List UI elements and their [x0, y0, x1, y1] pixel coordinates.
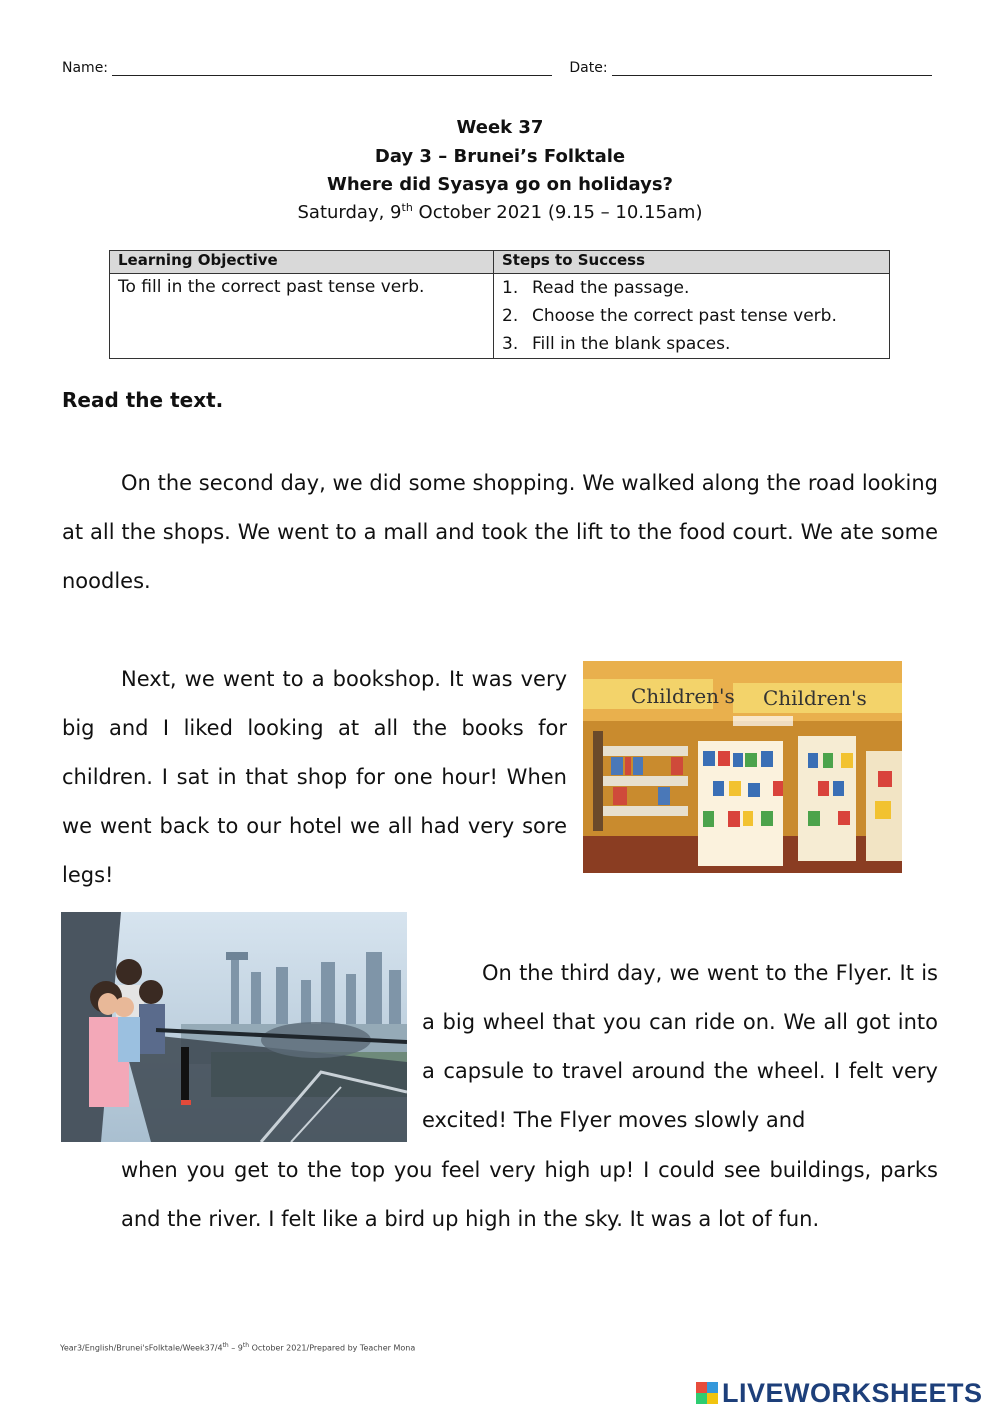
logo-square: [707, 1382, 718, 1393]
week-title: Week 37: [456, 117, 544, 138]
step-item: 3. Fill in the blank spaces.: [502, 334, 731, 354]
day-title: Day 3 – Brunei’s Folktale: [374, 146, 626, 167]
footer-sup-2: th: [242, 1342, 250, 1349]
date-sup: th: [401, 201, 413, 214]
liveworksheets-brand[interactable]: [696, 1378, 983, 1408]
liveworksheets-logo-icon: [696, 1382, 718, 1404]
logo-square: [696, 1382, 707, 1393]
date-prefix: Saturday, 9: [297, 202, 402, 223]
question-title: Where did Syasya go on holidays?: [327, 174, 673, 195]
footer-sup-1: th: [222, 1342, 229, 1349]
paragraph-2: [62, 655, 567, 900]
date-label: Date:: [569, 60, 608, 76]
step-item: 2. Choose the correct past tense verb.: [502, 306, 837, 326]
date-suffix: October 2021 (9.15 – 10.15am): [412, 202, 703, 223]
flyer-photo: [61, 912, 407, 1142]
date-field[interactable]: [612, 60, 932, 76]
brand-name: LIVEWORKSHEETS: [722, 1377, 983, 1408]
sign-right: Children's: [763, 686, 867, 710]
bookshop-photo: [583, 661, 902, 873]
paragraph-3-text-a: On the third day, we went to the Flyer. It is a big wheel that you can ride on. We all got into a capsule to travel around the wheel. I felt very excited! The Flyer moves slowly and: [422, 961, 938, 1132]
paragraph-1-text: On the second day, we did some shopping. We walked along the road looking at all the shops. We went to a mall and took the lift to the food court. We ate some noodles.: [62, 471, 938, 593]
logo-square: [707, 1393, 718, 1404]
objective-header: Learning Objective: [110, 251, 494, 274]
footer-note: [60, 1342, 415, 1353]
objectives-table: [109, 250, 890, 359]
step-item: 1. Read the passage.: [502, 278, 690, 298]
name-field[interactable]: [112, 60, 552, 76]
paragraph-2-text: Next, we went to a bookshop. It was very big and I liked looking at all the books for children. I sat in that shop for one hour! When we went back to our hotel we all had very sore legs!: [62, 667, 567, 887]
footer-middle: – 9: [228, 1343, 243, 1353]
paragraph-3: [422, 949, 938, 1145]
date-line: [0, 201, 1000, 223]
name-date-row: [62, 60, 932, 76]
footer-suffix: October 2021/Prepared by Teacher Mona: [249, 1343, 416, 1353]
paragraph-1: [62, 459, 938, 606]
paragraph-3-continued: [121, 1146, 938, 1244]
name-label: Name:: [62, 60, 109, 76]
logo-square: [696, 1393, 707, 1404]
steps-header: Steps to Success: [494, 251, 890, 274]
footer-prefix: Year3/English/Brunei'sFolktale/Week37/4: [60, 1343, 223, 1353]
paragraph-3-text-b: when you get to the top you feel very high up! I could see buildings, parks and the river. I felt like a bird up high in the sky. It was a lot of fun.: [121, 1158, 938, 1231]
steps-cell: [494, 274, 890, 359]
objective-cell: To fill in the correct past tense verb.: [110, 274, 494, 359]
instruction: Read the text.: [62, 388, 224, 412]
sign-left: Children's: [631, 684, 735, 708]
